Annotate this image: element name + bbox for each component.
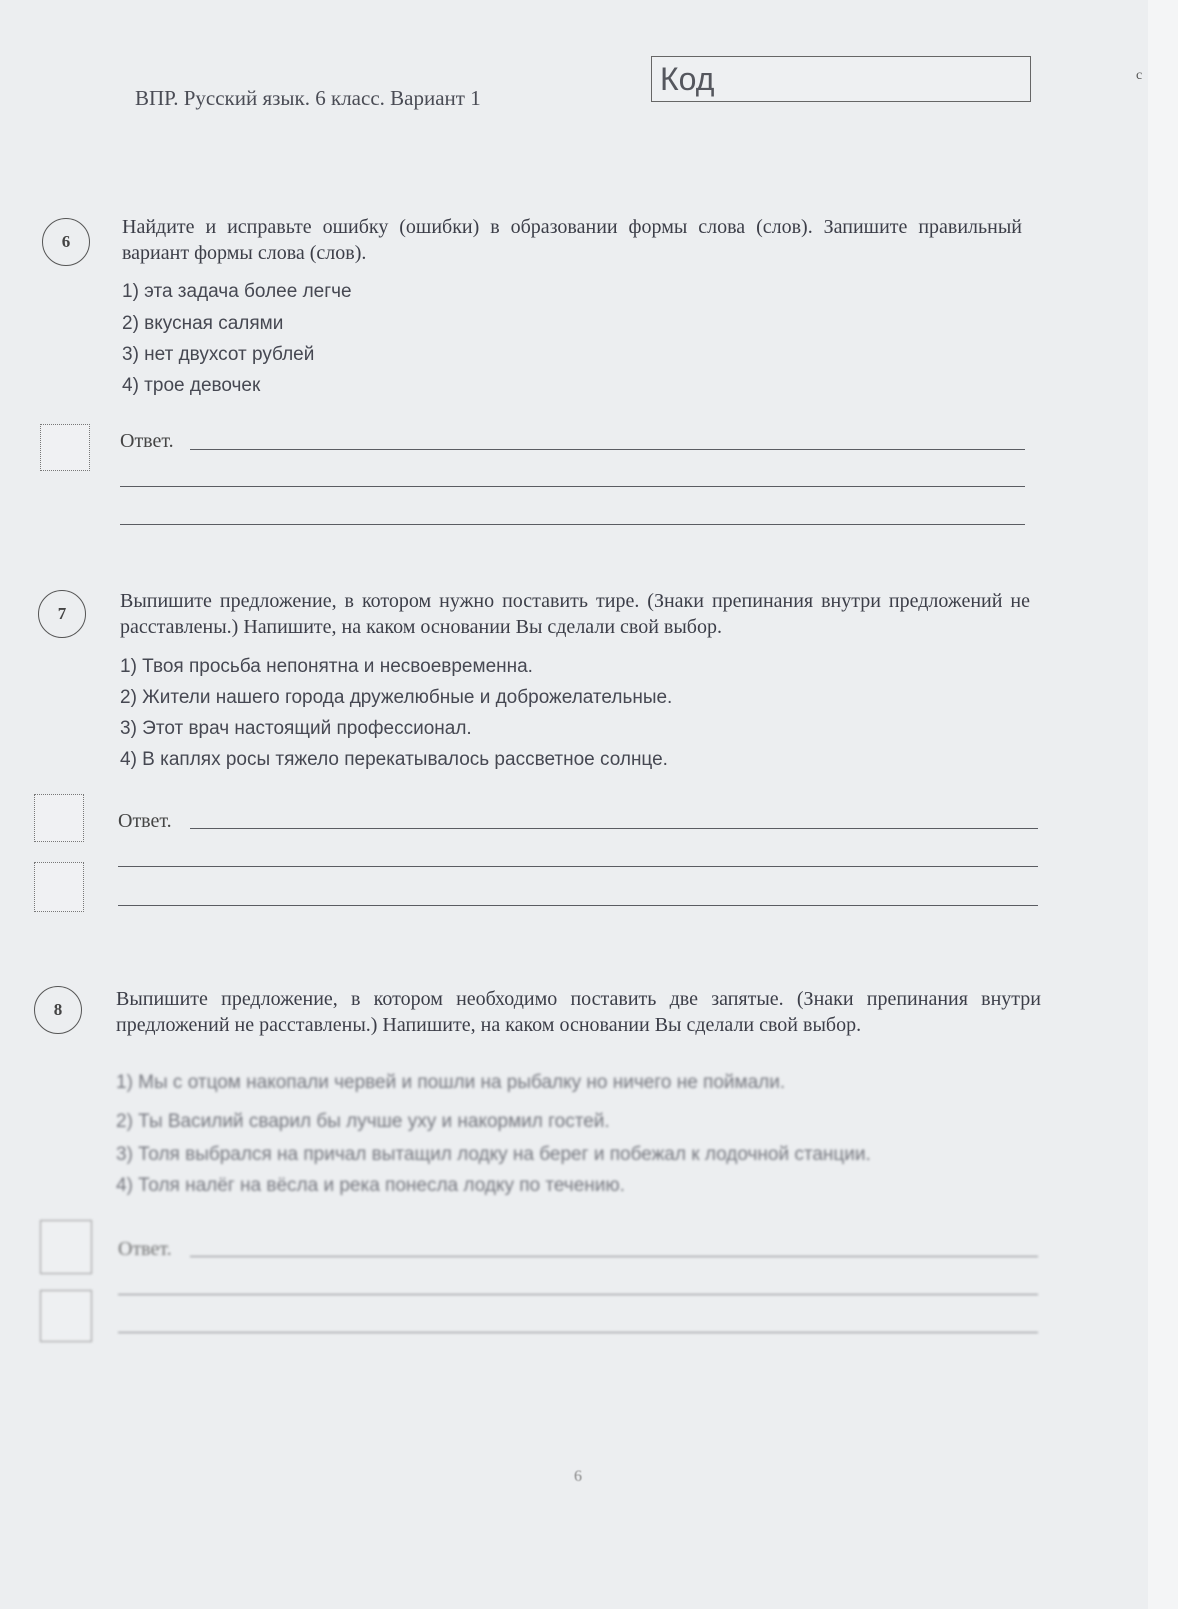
task-7-option-4: 4) В каплях росы тяжело перекатывалось рассветное солнце. (120, 749, 668, 770)
task-6-answer-line-3[interactable] (120, 524, 1025, 525)
code-box[interactable] (651, 56, 1031, 102)
task-8-option-2: 2) Ты Василий сварил бы лучше уху и накормил гостей. (116, 1111, 610, 1132)
task-6-score-box[interactable] (40, 424, 90, 471)
task-7-score-box-1[interactable] (34, 794, 84, 842)
task-7-option-3: 3) Этот врач настоящий профессионал. (120, 718, 472, 739)
task-6-answer-line-2[interactable] (120, 486, 1025, 487)
task-6-option-4: 4) трое девочек (122, 375, 261, 396)
task-6-option-3: 3) нет двухсот рублей (122, 344, 315, 365)
task-8-prompt: Выпишите предложение, в котором необходимо поставить две запятые. (Знаки препинания внутри предложений не расставлены.) Напишите, на каком основании Вы сделали свой выбор. (116, 988, 1041, 1036)
task-7-number: 7 (38, 590, 86, 638)
task-8-answer-label: Ответ. (118, 1238, 172, 1260)
task-8-score-box-2[interactable] (40, 1290, 92, 1342)
edge-mark: с (1136, 68, 1143, 83)
task-8-score-box-1[interactable] (40, 1220, 92, 1274)
task-8-option-4: 4) Толя налёг на вёсла и река понесла лодку по течению. (116, 1175, 625, 1196)
task-6-option-1: 1) эта задача более легче (122, 281, 352, 302)
task-6-number: 6 (42, 218, 90, 266)
page-header: ВПР. Русский язык. 6 класс. Вариант 1 (135, 86, 481, 110)
task-7-answer-line-3[interactable] (118, 905, 1038, 906)
task-8-option-3: 3) Толя выбрался на причал вытащил лодку на берег и побежал к лодочной станции. (116, 1144, 871, 1165)
page-number: 6 (574, 1468, 582, 1485)
code-label: Код (660, 61, 715, 97)
task-7-answer-line-1[interactable] (190, 828, 1038, 829)
task-7-option-1: 1) Твоя просьба непонятна и несвоевременна. (120, 656, 533, 677)
task-7-answer-label: Ответ. (118, 810, 172, 832)
task-7-option-2: 2) Жители нашего города дружелюбные и доброжелательные. (120, 687, 673, 708)
task-7-answer-line-2[interactable] (118, 866, 1038, 867)
task-6-answer-line-1[interactable] (190, 449, 1025, 450)
task-6-prompt: Найдите и исправьте ошибку (ошибки) в образовании формы слова (слов). Запишите правильный вариант формы слова (слов). (122, 216, 1022, 264)
task-6-answer-label: Ответ. (120, 430, 174, 452)
task-8-answer-line-1[interactable] (190, 1256, 1038, 1257)
task-6-option-2: 2) вкусная салями (122, 313, 284, 334)
task-7-prompt: Выпишите предложение, в котором нужно поставить тире. (Знаки препинания внутри предложений не расставлены.) Напишите, на каком основании Вы сделали свой выбор. (120, 590, 1030, 638)
task-7-score-box-2[interactable] (34, 862, 84, 912)
task-8-number: 8 (34, 986, 82, 1034)
next-page-edge (1148, 0, 1178, 1609)
task-8-option-1: 1) Мы с отцом накопали червей и пошли на рыбалку но ничего не поймали. (116, 1072, 786, 1093)
task-8-answer-line-2[interactable] (118, 1294, 1038, 1295)
task-8-answer-line-3[interactable] (118, 1332, 1038, 1333)
